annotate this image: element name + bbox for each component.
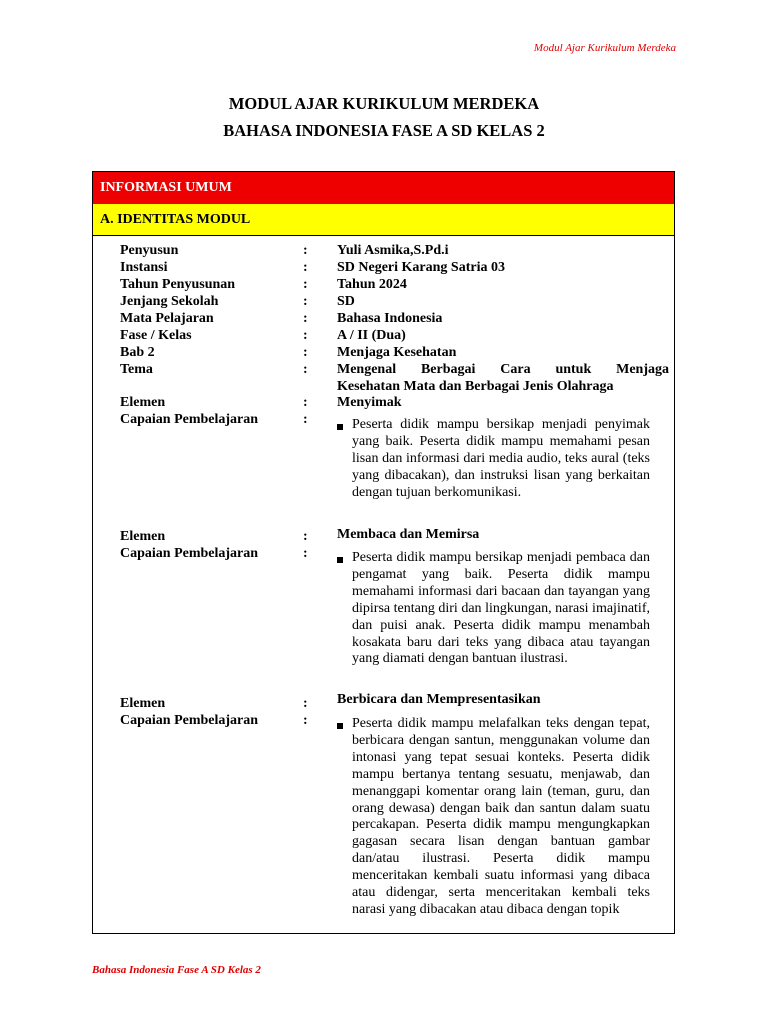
label-tahun: Tahun Penyusunan xyxy=(120,277,236,292)
value-tahun: Tahun 2024 xyxy=(337,277,407,292)
running-footer: Bahasa Indonesia Fase A SD Kelas 2 xyxy=(92,964,261,976)
value-jenjang: SD xyxy=(337,294,355,309)
element-heading: Berbicara dan Mempresentasikan xyxy=(337,692,541,707)
label-tema: Tema xyxy=(120,362,153,377)
colon: : xyxy=(303,713,308,728)
colon: : xyxy=(303,696,308,711)
element-description: Peserta didik mampu melafalkan teks dengan tepat, berbicara dengan santun, menggunakan volume dan intonasi yang tepat sesuai konteks. Peserta didik mampu bertanya tentang sesuatu, menjawab, dan menanggapi komentar orang lain (teman, guru, dan orang dewasa) dengan baik dan santun dalam suatu percakapan. Peserta didik mampu mengungkapkan gagasan secara lisan dengan bantuan gambar dan/atau ilustrasi. Peserta didik mampu menceritakan kembali suatu informasi yang dibaca atau didengar, serta menceritakan kembali teks narasi yang dibacakan atau dibaca dengan topik xyxy=(352,716,650,917)
label-elemen: Elemen xyxy=(120,395,166,410)
label-elemen: Elemen xyxy=(120,529,166,544)
label-instansi: Instansi xyxy=(120,260,168,275)
section-module-identity: A. IDENTITAS MODUL xyxy=(93,204,674,236)
colon: : xyxy=(303,243,308,258)
element-description: Peserta didik mampu bersikap menjadi penyimak yang baik. Peserta didik mampu memahami pesan lisan dan informasi dari media audio, teks aural (teks yang dibacakan), dan instruksi lisan yang berkaitan dengan tujuan berkomunikasi. xyxy=(352,417,650,500)
colon: : xyxy=(303,362,308,377)
label-penyusun: Penyusun xyxy=(120,243,179,258)
colon: : xyxy=(303,529,308,544)
colon: : xyxy=(303,294,308,309)
label-elemen: Elemen xyxy=(120,696,166,711)
colon: : xyxy=(303,311,308,326)
value-instansi: SD Negeri Karang Satria 03 xyxy=(337,260,505,275)
colon: : xyxy=(303,412,308,427)
bullet-icon xyxy=(337,723,343,729)
document-title: MODUL AJAR KURIKULUM MERDEKA xyxy=(228,94,540,113)
element-heading: Membaca dan Memirsa xyxy=(337,527,480,542)
element-heading: Menyimak xyxy=(337,395,402,410)
label-mapel: Mata Pelajaran xyxy=(120,311,214,326)
running-header: Modul Ajar Kurikulum Merdeka xyxy=(533,42,676,54)
colon: : xyxy=(303,328,308,343)
label-jenjang: Jenjang Sekolah xyxy=(120,294,219,309)
label-capaian: Capaian Pembelajaran xyxy=(120,546,259,561)
value-tema-line2: Kesehatan Mata dan Berbagai Jenis Olahraga xyxy=(337,379,614,394)
label-capaian: Capaian Pembelajaran xyxy=(120,713,259,728)
label-bab: Bab 2 xyxy=(120,345,155,360)
colon: : xyxy=(303,260,308,275)
label-capaian: Capaian Pembelajaran xyxy=(120,412,259,427)
value-tema-line1: Mengenal Berbagai Cara untuk Menjaga xyxy=(337,362,669,377)
colon: : xyxy=(303,546,308,561)
value-fase: A / II (Dua) xyxy=(337,328,406,343)
colon: : xyxy=(303,345,308,360)
label-fase: Fase / Kelas xyxy=(120,328,192,343)
value-mapel: Bahasa Indonesia xyxy=(337,311,443,326)
document-subtitle: BAHASA INDONESIA FASE A SD KELAS 2 xyxy=(223,121,545,140)
value-bab: Menjaga Kesehatan xyxy=(337,345,457,360)
colon: : xyxy=(303,277,308,292)
section-general-info: INFORMASI UMUM xyxy=(93,172,674,205)
identity-table xyxy=(92,171,675,934)
colon: : xyxy=(303,395,308,410)
bullet-icon xyxy=(337,424,343,430)
bullet-icon xyxy=(337,557,343,563)
value-penyusun: Yuli Asmika,S.Pd.i xyxy=(337,243,449,258)
element-description: Peserta didik mampu bersikap menjadi pembaca dan pengamat yang baik. Peserta didik mampu memahami informasi dari bacaan dan tayangan yang dipirsa tentang diri dan lingkungan, narasi imajinatif, dan puisi anak. Peserta didik mampu menambah kosakata baru dari teks yang dibaca atau tayangan yang diamati dengan bantuan ilustrasi. xyxy=(352,550,650,667)
